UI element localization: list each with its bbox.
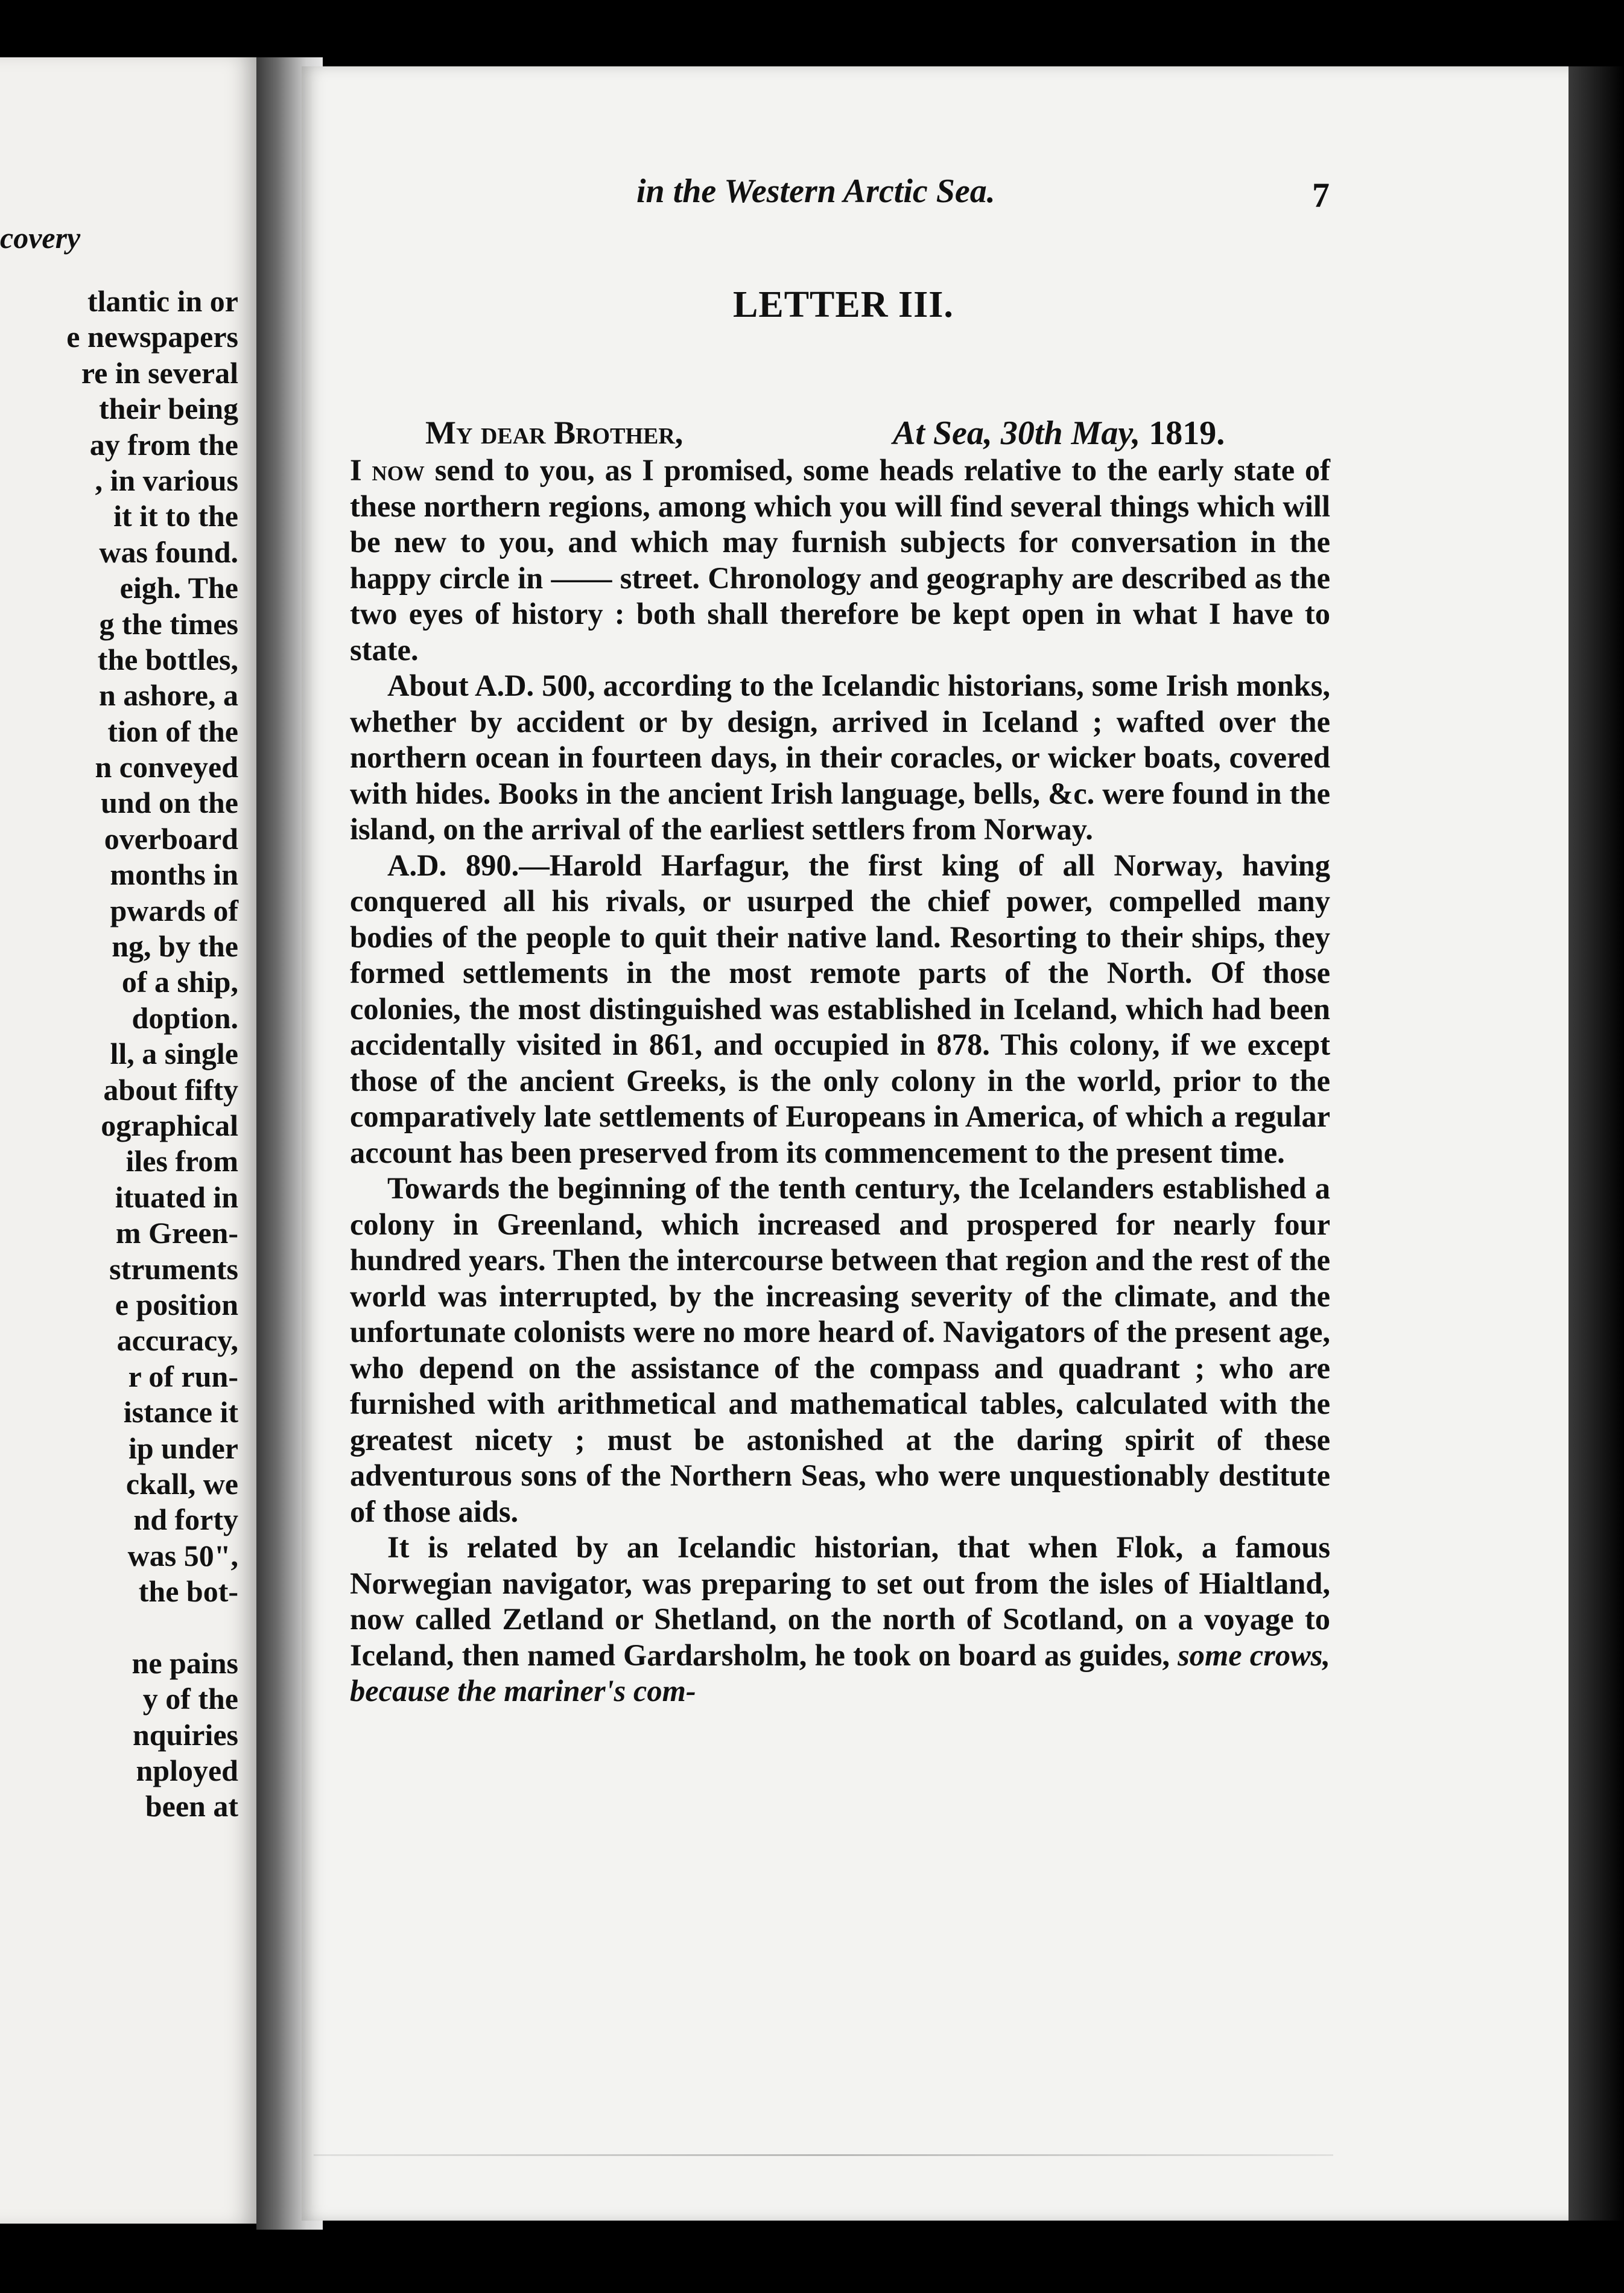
left-page-line: ne pains xyxy=(132,1646,238,1680)
left-page-line: their being xyxy=(98,392,238,426)
paragraph-5 xyxy=(350,1530,1330,1709)
left-page-line: was 50", xyxy=(127,1538,238,1573)
left-page-line: the bottles, xyxy=(97,642,238,676)
paragraph-1 xyxy=(350,453,1330,668)
left-page-line: tion of the xyxy=(107,714,238,748)
left-page-line: doption. xyxy=(132,1000,238,1035)
left-page-line: n conveyed xyxy=(95,750,238,784)
left-page-line: r of run- xyxy=(128,1359,238,1393)
salutation-word: Brother, xyxy=(554,415,684,451)
previous-page xyxy=(0,57,256,2224)
left-page-line: the bot- xyxy=(138,1574,238,1609)
left-page-line: nquiries xyxy=(132,1717,238,1752)
page-bottom-rule xyxy=(314,2154,1333,2156)
left-page-line: ckall, we xyxy=(125,1466,238,1501)
dateline-year: 1819. xyxy=(1149,415,1225,452)
paragraph-5-italic: some crows, because the mariner's com- xyxy=(350,1638,1331,1708)
left-page-line: ay from the xyxy=(89,427,238,462)
paragraph-1-lead: I now xyxy=(350,453,425,487)
left-page-line: e newspapers xyxy=(66,320,238,354)
left-page-line: ographical xyxy=(101,1108,238,1142)
letter-heading: LETTER III. xyxy=(733,284,954,325)
page-number: 7 xyxy=(1312,176,1330,215)
left-page-line: m Green- xyxy=(115,1216,238,1250)
paragraph-1-text: send to you, as I promised, some heads relative to the early state of these northern regions, among which you will find several things which will be new to you, and which may furnish subjects for conversation in the happy circle in —— street. Chronology and geography are described as the two eyes of history : both shall therefore be kept open in what I have to state. xyxy=(350,453,1330,667)
left-page-line: overboard xyxy=(104,821,238,856)
left-page-line: eigh. The xyxy=(119,571,238,605)
left-page-line: istance it xyxy=(123,1395,238,1430)
left-page-line: nployed xyxy=(136,1754,238,1788)
left-page-line: n ashore, a xyxy=(98,678,238,713)
salutation xyxy=(425,414,683,451)
left-page-line: of a ship, xyxy=(121,965,238,999)
left-page-line: tlantic in or xyxy=(87,284,238,318)
left-page-line: ng, by the xyxy=(112,929,238,964)
left-running-head: covery xyxy=(0,221,81,255)
dateline-date: 30th May, xyxy=(1000,415,1141,452)
left-page-line: , in various xyxy=(95,463,238,497)
left-page-line: ip under xyxy=(128,1431,238,1465)
left-page-line: been at xyxy=(145,1789,238,1824)
paragraph-5-text: It is related by an Icelandic historian, that when Flok, a famous Norwegian navigator, was preparing to set out from the isles of Hialtland, now called Zetland or Shetland, on the north of Scotland, on a voyage to Iceland, then named Gardarsholm, he took on board as guides, xyxy=(350,1530,1330,1672)
left-page-line: pwards of xyxy=(110,893,238,927)
left-page-line: ituated in xyxy=(115,1180,238,1214)
left-page-line: und on the xyxy=(101,786,238,820)
left-page-line: iles from xyxy=(125,1144,238,1178)
paragraph-4: Towards the beginning of the tenth century, the Icelanders established a colony in Greenland, which increased and prospered for nearly four hundred years. Then the intercourse between that region and the rest of the world was interrupted, by the increasing severity of the climate, and the unfortunate colonists were no more heard of. Navigators of the present age, who depend on the assistance of the compass and quadrant ; who are furnished with arithmetical and mathematical tables, calculated with the greatest nicety ; must be astonished at the daring spirit of these adventurous sons of the Northern Seas, who were unquestionably destitute of those aids. xyxy=(350,1171,1330,1528)
left-page-line xyxy=(66,1609,238,1645)
scan-border xyxy=(1568,66,1624,2221)
left-page-line: was found. xyxy=(99,535,238,569)
left-page-line: re in several xyxy=(81,355,238,390)
salutation-prefix: My dear xyxy=(425,415,546,451)
left-page-line: g the times xyxy=(99,606,238,641)
left-page-line: accuracy, xyxy=(116,1323,238,1358)
left-page-line: months in xyxy=(110,857,238,892)
paragraph-2: About A.D. 500, according to the Icelandic historians, some Irish monks, whether by accident or by design, arrived in Iceland ; wafted over the northern ocean in fourteen days, in their coracles, or wicker boats, covered with hides. Books in the ancient Irish language, bells, &c. were found in the island, on the arrival of the earliest settlers from Norway. xyxy=(350,669,1330,846)
left-page-line: nd forty xyxy=(133,1503,238,1537)
left-page-line: about fifty xyxy=(103,1072,238,1107)
dateline-place: At Sea, xyxy=(893,415,992,452)
letter-body xyxy=(350,453,1330,1709)
left-page-line: e position xyxy=(115,1287,238,1321)
left-page-line: ll, a single xyxy=(110,1037,238,1071)
left-page-line: y of the xyxy=(142,1682,238,1716)
left-page-line: struments xyxy=(109,1251,238,1286)
dateline xyxy=(893,414,1225,453)
left-page-text xyxy=(66,284,238,1825)
running-head: in the Western Arctic Sea. xyxy=(636,173,995,210)
paragraph-3: A.D. 890.—Harold Harfagur, the first king of all Norway, having conquered all his rivals, or usurped the chief power, compelled many bodies of the people to quit their native land. Resorting to their ships, they formed settlements in the most remote parts of the North. Of those colonies, the most distinguished was established in Iceland, which had been accidentally visited in 861, and occupied in 878. This colony, if we except those of the ancient Greeks, is the only colony in the world, prior to the comparatively late settlements of Europeans in America, of which a regular account has been preserved from its commencement to the present time. xyxy=(350,848,1330,1169)
left-page-line: it it to the xyxy=(113,499,238,533)
